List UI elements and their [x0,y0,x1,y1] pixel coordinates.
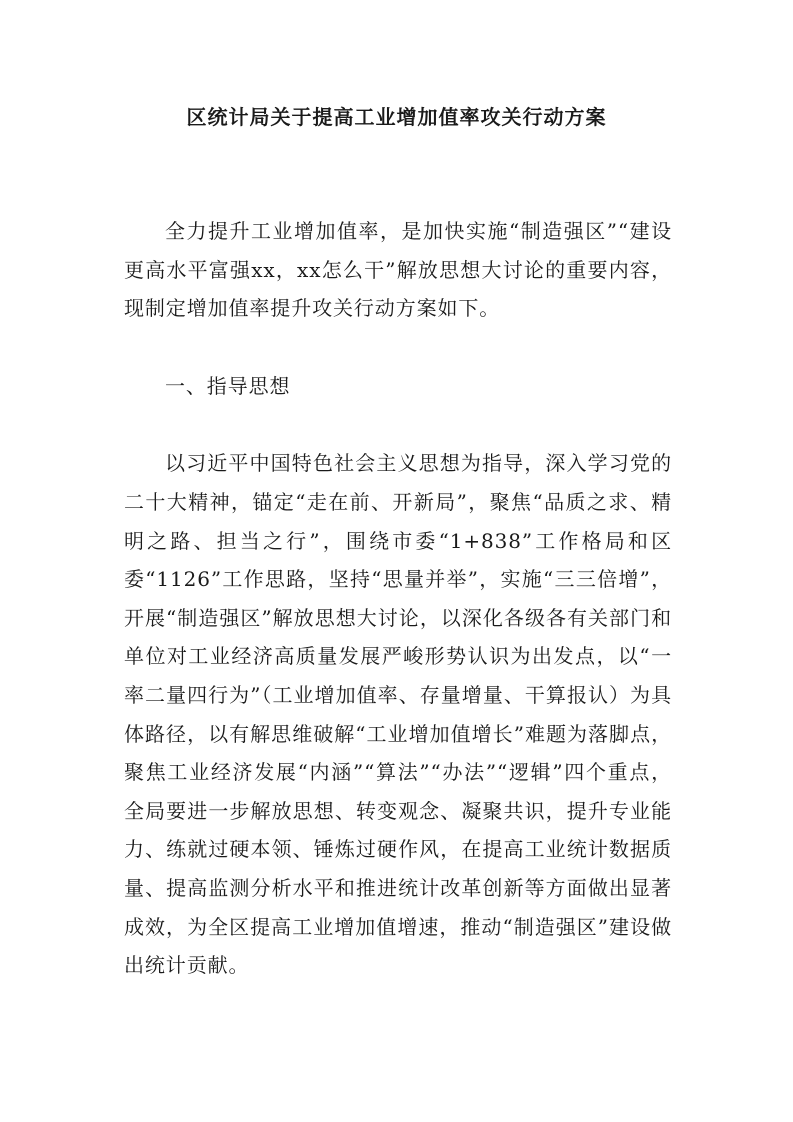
section-heading-guiding-ideology: 一、指导思想 [165,373,291,398]
document-body [124,212,672,985]
section-paragraph-guiding-ideology: 以习近平中国特色社会主义思想为指导，深入学习党的二十大精神，锚定“走在前、开新局”，聚焦“品质之求、精明之路、担当之行”，围绕市委“1+838”工作格局和区委“1126”工作思路，坚持“思量并举”，实施“三三倍增”，开展“制造强区”解放思想大讨论，以深化各级各有关部门和单位对工业经济高质量发展严峻形势认识为出发点，以“一率二量四行为”（工业增加值率、存量增量、干算报认）为具体路径，以有解思维破解“工业增加值增长”难题为落脚点，聚焦工业经济发展“内涵”“算法”“办法”“逻辑”四个重点，全局要进一步解放思想、转变观念、凝聚共识，提升专业能力、练就过硬本领、锤炼过硬作风，在提高工业统计数据质量、提高监测分析水平和推进统计改革创新等方面做出显著成效，为全区提高工业增加值增速，推动“制造强区”建设做出统计贡献。 [124,451,672,978]
document-title: 区统计局关于提高工业增加值率攻关行动方案 [186,105,607,129]
intro-paragraph: 全力提升工业增加值率，是加快实施“制造强区”“建设更高水平富强xx，xx怎么干”解放思想大讨论的重要内容，现制定增加值率提升攻关行动方案如下。 [124,219,672,321]
